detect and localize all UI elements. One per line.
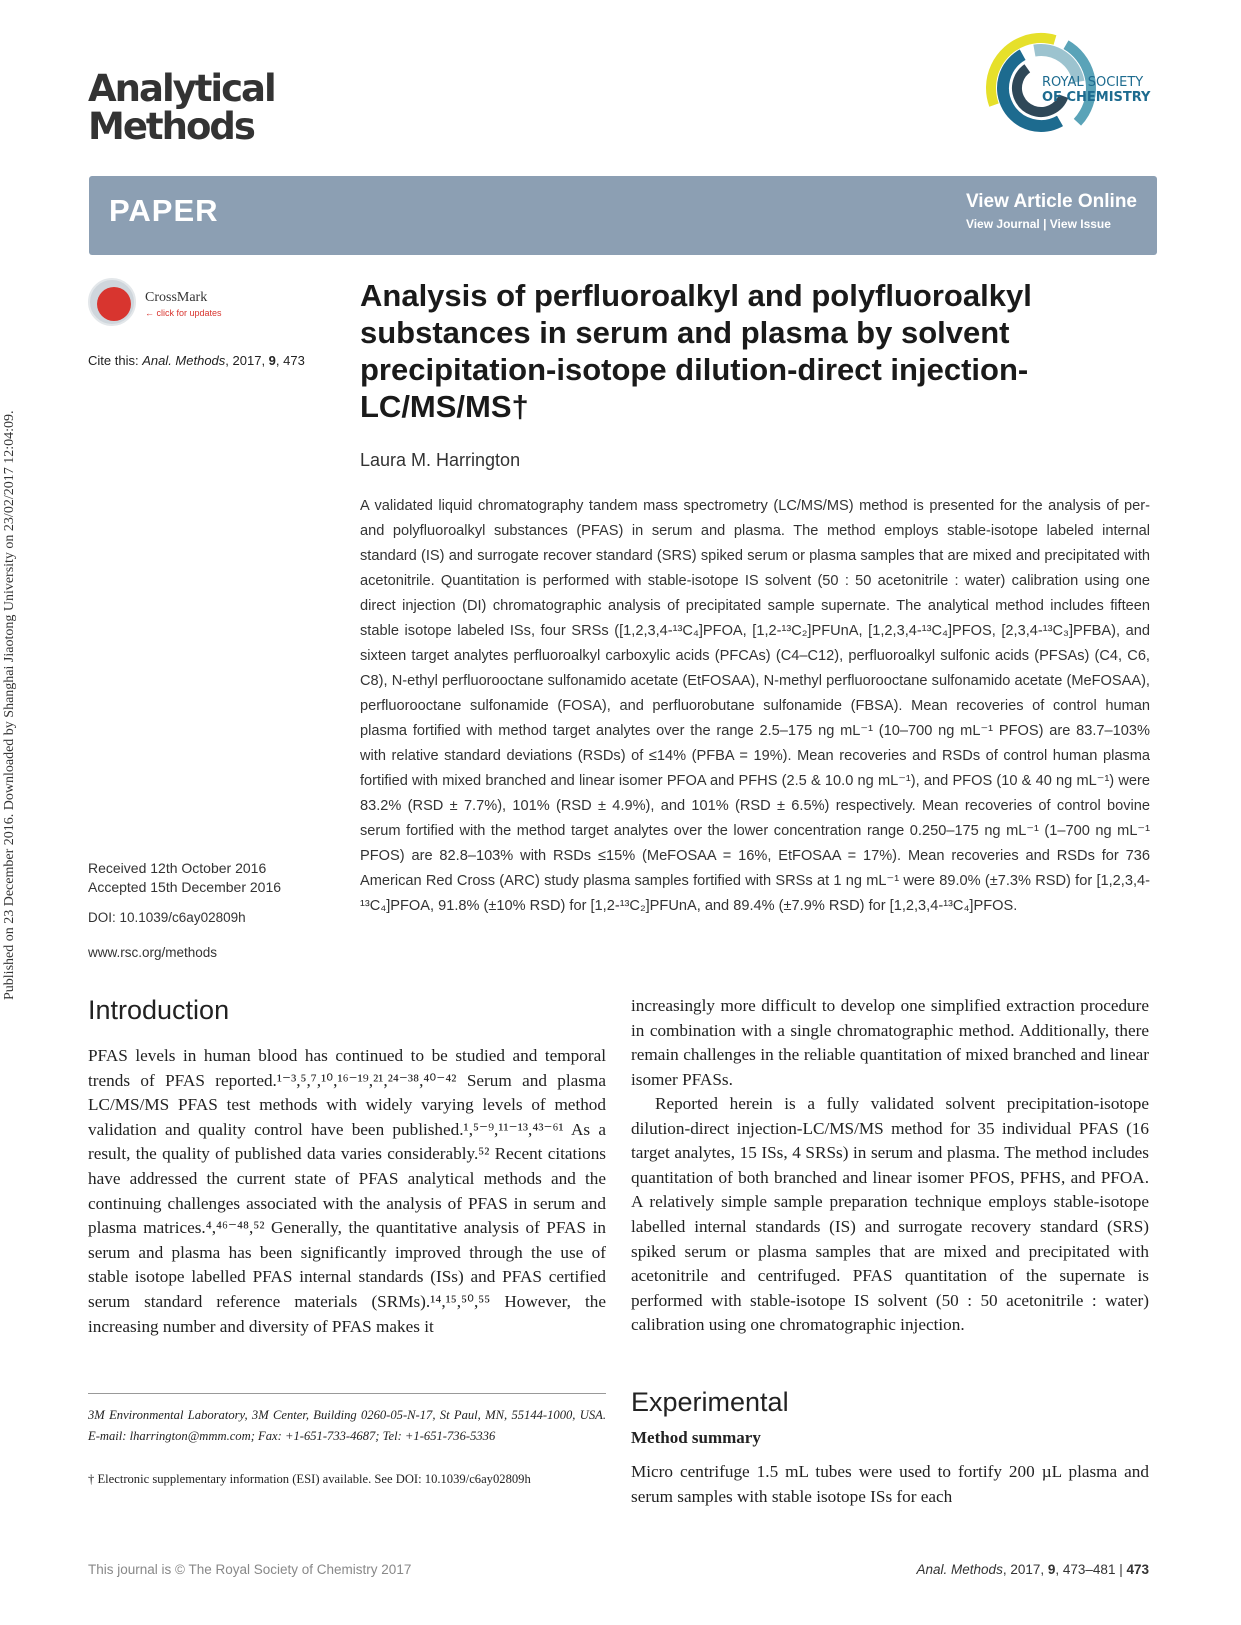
- footnote-affiliation: 3M Environmental Laboratory, 3M Center, Building 0260-05-N-17, St Paul, MN, 55144-1000, USA. E-mail: lharrington@mmm.com; Fax: +1-651-733-4687; Tel: +1-651-736-5336: [88, 1408, 606, 1443]
- doi[interactable]: DOI: 10.1039/c6ay02809h: [88, 910, 246, 925]
- footnote-esi: † Electronic supplementary information (ESI) available. See DOI: 10.1039/c6ay02809h: [88, 1472, 531, 1486]
- view-article-online-link[interactable]: View Article Online: [965, 191, 1137, 212]
- crossmark-icon: [88, 278, 136, 326]
- rsc-line1: ROYAL SOCIETY: [1042, 75, 1144, 90]
- introduction-paragraph-2: Reported herein is a fully validated solvent precipitation-isotope dilution-direct injection-LC/MS/MS method for 35 individual PFAS (16 target analytes, 15 ISs, 4 SRSs) in serum and plasma. The method includes quantitation of both branched and linear isomer PFOS, PFHS, and PFOA. A relatively simple sample preparation technique employs stable-isotope labelled internal standards (IS) and surrogate recovery standard (SRS) spiked serum or plasma samples that are mixed and precipitated with acetonitrile and centrifuged. PFAS quantitation of the supernate is performed with stable-isotope IS solvent (50 : 50 acetonitrile : water) calibration using one chromatographic injection.: [631, 1094, 1149, 1335]
- author-name: Laura M. Harrington: [360, 450, 521, 470]
- abstract: A validated liquid chromatography tandem mass spectrometry (LC/MS/MS) method is presented for the analysis of per- and polyfluoroalkyl substances (PFAS) in serum and plasma. The method employs stable-isotope labeled internal standard (IS) and surrogate recover standard (SRS) spiked serum or plasma samples that are mixed and precipitated with acetonitrile. Quantitation is performed with stable-isotope IS solvent (50 : 50 acetonitrile : water) calibration using one direct injection (DI) chromatographic analysis of precipitated sample supernate. The analytical method includes fifteen stable isotope labeled ISs, four SRSs ([1,2,3,4-¹³C₄]PFOA, [1,2-¹³C₂]PFUnA, [1,2,3,4-¹³C₄]PFOS, [2,3,4-¹³C₃]PFBA), and sixteen target analytes perfluoroalkyl carboxylic acids (PFCAs) (C4–C12), perfluoroalkyl sulfonic acids (PFSAs) (C4, C6, C8), N-ethyl perfluorooctane sulfonamido acetate (EtFOSAA), N-methyl perfluorooctane sulfonamido acetate (MeFOSAA), perfluorooctane sulfonamide (FOSA), and perfluorobutane sulfonamide (FBSA). Mean recoveries of control human plasma fortified with method target analytes over the range 2.5–175 ng mL⁻¹ (10–700 ng mL⁻¹ PFOS) are 83.7–103% with relative standard deviations (RSDs) of ≤14% (PFBA = 19%). Mean recoveries and RSDs of control human plasma fortified with mixed branched and linear isomer PFOA and PFHS (2.5 & 10.0 ng mL⁻¹), and PFOS (10 & 40 ng mL⁻¹) were 83.2% (RSD ± 7.7%), 101% (RSD ± 4.9%), and 101% (RSD ± 6.5%) respectively. Mean recoveries of control bovine serum fortified with the method target analytes over the lower concentration range 0.250–175 ng mL⁻¹ (1–700 ng mL⁻¹ PFOS) are 82.8–103% with RSDs ≤15% (MeFOSAA = 16%, EtFOSAA = 17%). Mean recoveries and RSDs for 736 American Red Cross (ARC) study plasma samples fortified with SRSs at 1 ng mL⁻¹ were 89.0% (±7.3% RSD) for [1,2,3,4-¹³C₄]PFOA, 91.8% (±10% RSD) for [1,2-¹³C₂]PFUnA, and 89.4% (±7.9% RSD) for [1,2,3,4-¹³C₄]PFOS.: [360, 498, 1150, 914]
- cite-this: Cite this: Anal. Methods, 2017, 9, 473: [88, 353, 305, 368]
- article-dates: [88, 859, 281, 897]
- journal-logo[interactable]: [88, 67, 275, 148]
- view-links-block: [966, 191, 1137, 231]
- journal-url[interactable]: www.rsc.org/methods: [88, 945, 218, 960]
- method-summary-paragraph: Micro centrifuge 1.5 mL tubes were used to fortify 200 µL plasma and serum samples with stable isotope ISs for each: [631, 1462, 1149, 1506]
- method-summary-heading: Method summary: [631, 1428, 761, 1447]
- rsc-line2: OF CHEMISTRY: [1042, 90, 1151, 105]
- download-stamp: Published on 23 December 2016. Downloaded by Shanghai Jiaotong University on 23/02/2017 12:04:09.: [2, 410, 17, 1000]
- journal-logo-line1: Analytical: [88, 67, 275, 110]
- rsc-logo-text: [1042, 75, 1150, 105]
- article-type-banner: [89, 176, 1157, 255]
- journal-logo-line2: Methods: [88, 105, 254, 148]
- crossmark-label: CrossMark: [145, 290, 208, 305]
- footer-citation: Anal. Methods, 2017, 9, 473–481 | 473: [916, 1562, 1149, 1577]
- footer-copyright: This journal is © The Royal Society of Chemistry 2017: [88, 1562, 412, 1577]
- introduction-paragraph: PFAS levels in human blood has continued to be studied and temporal trends of PFAS reported.¹⁻³,⁵,⁷,¹⁰,¹⁶⁻¹⁹,²¹,²⁴⁻³⁸,⁴⁰⁻⁴² Serum and plasma LC/MS/MS PFAS test methods with widely varying levels of method validation and quality control have been published.¹,⁵⁻⁹,¹¹⁻¹³,⁴³⁻⁶¹ As a result, the quality of published data varies considerably.⁵² Recent citations have addressed the current state of PFAS analytical methods and the continuing challenges associated with the analysis of PFAS in serum and plasma matrices.⁴,⁴⁶⁻⁴⁸,⁵² Generally, the quantitative analysis of PFAS in serum and plasma has been significantly improved through the use of stable isotope labelled PFAS internal standards (ISs) and PFAS certified serum standard reference materials (SRMs).¹⁴,¹⁵,⁵⁰,⁵⁵ However, the increasing number and diversity of PFAS makes it: [88, 1046, 606, 1336]
- introduction-heading: Introduction: [88, 995, 230, 1025]
- footnote-divider: [88, 1393, 606, 1394]
- experimental-heading: Experimental: [631, 1387, 789, 1417]
- view-journal-issue-links[interactable]: View Journal | View Issue: [965, 217, 1111, 231]
- crossmark-badge[interactable]: [88, 278, 238, 332]
- introduction-continuation: increasingly more difficult to develop one simplified extraction procedure in combination with a single chromatographic method. Additionally, there remain challenges in the reliable quantitation of mixed branched and linear isomer PFASs.: [631, 996, 1149, 1089]
- article-title: Analysis of perfluoroalkyl and polyfluoroalkyl substances in serum and plasma by solvent precipitation-isotope dilution-direct injection-LC/MS/MS†: [360, 278, 1032, 424]
- article-type: PAPER: [109, 193, 219, 228]
- page-number: 473: [1126, 1562, 1149, 1577]
- crossmark-sub: ← click for updates: [145, 308, 222, 318]
- accepted-date: Accepted 15th December 2016: [88, 879, 282, 895]
- received-date: Received 12th October 2016: [88, 860, 267, 876]
